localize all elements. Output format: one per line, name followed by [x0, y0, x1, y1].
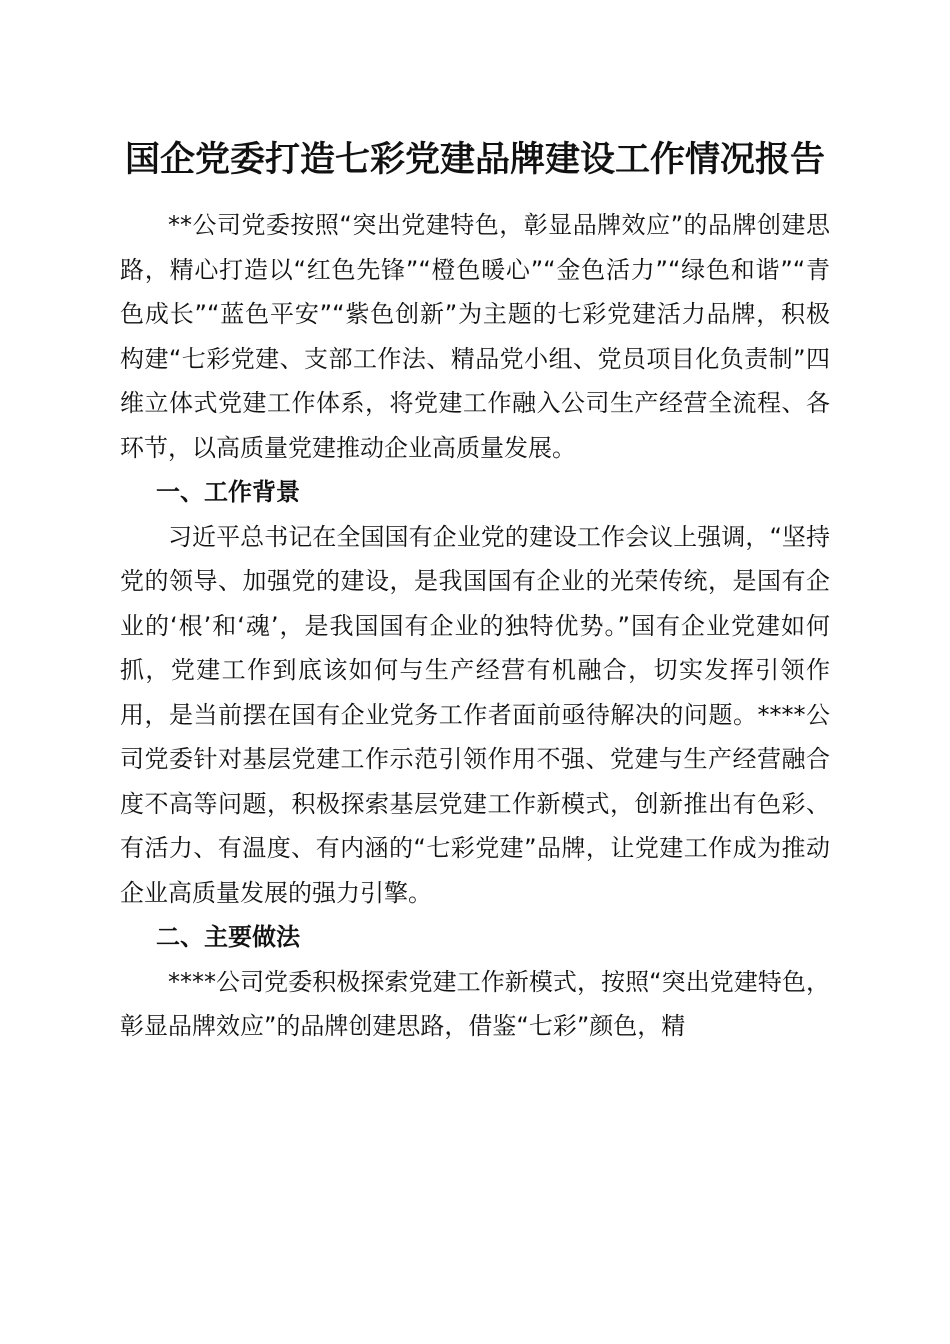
section-heading-main-practices: 二、主要做法 [156, 923, 300, 951]
intro-paragraph: **公司党委按照“突出党建特色，彰显品牌效应”的品牌创建思路，精心打造以“红色先锋”“橙色暖心”“金色活力”“绿色和谐”“青色成长”“蓝色平安”“紫色创新”为主题的七彩党建活力品牌，积极构建“七彩党建、支部工作法、精品党小组、党员项目化负责制”四维立体式党建工作体系，将党建工作融入公司生产经营全流程、各环节，以高质量党建推动企业高质量发展。 [120, 211, 830, 462]
section-heading-background: 一、工作背景 [156, 478, 300, 506]
background-paragraph: 习近平总书记在全国国有企业党的建设工作会议上强调，“坚持党的领导、加强党的建设，是我国国有企业的光荣传统，是国有企业的‘根’和‘魂’，是我国国有企业的独特优势。”国有企业党建如何抓，党建工作到底该如何与生产经营有机融合，切实发挥引领作用，是当前摆在国有企业党务工作者面前亟待解决的问题。****公司党委针对基层党建工作示范引领作用不强、党建与生产经营融合度不高等问题，积极探索基层党建工作新模式，创新推出有色彩、有活力、有温度、有内涵的“七彩党建”品牌，让党建工作成为推动企业高质量发展的强力引擎。 [120, 522, 830, 907]
main-practices-paragraph: ****公司党委积极探索党建工作新模式，按照“突出党建特色，彰显品牌效应”的品牌创建思路，借鉴“七彩”颜色，精 [120, 967, 830, 1040]
document-title: 国企党委打造七彩党建品牌建设工作情况报告 [124, 139, 825, 180]
document-body [120, 203, 830, 1049]
